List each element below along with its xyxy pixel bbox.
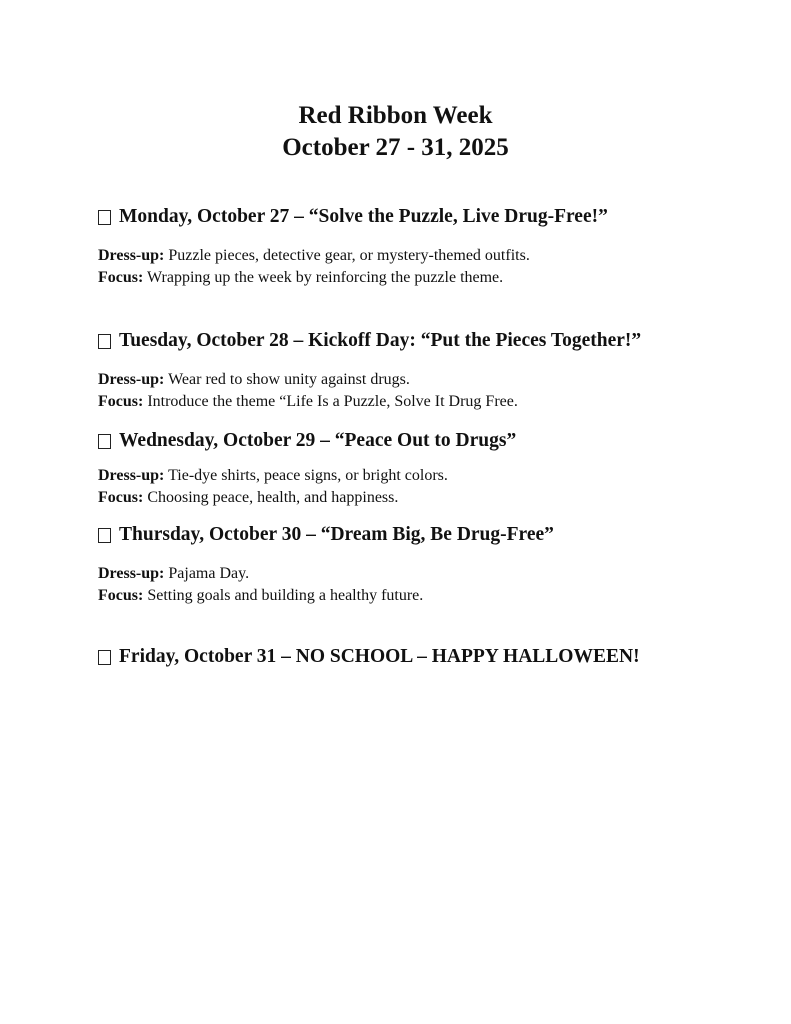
day-section-wednesday [98,429,758,509]
day-details [98,369,758,413]
day-details [98,465,758,509]
day-details [98,245,758,289]
dress-up-text: Tie-dye shirts, peace signs, or bright colors. [168,467,448,484]
day-heading: Friday, October 31 – NO SCHOOL – HAPPY HALLOWEEN! [119,646,640,667]
focus-text: Wrapping up the week by reinforcing the puzzle theme. [147,269,504,286]
day-heading: Wednesday, October 29 – “Peace Out to Drugs” [119,430,517,451]
day-section-friday [98,645,758,669]
title-line-1: Red Ribbon Week [298,102,493,129]
checkbox-icon [98,650,111,665]
dress-up-line [98,465,758,487]
checkbox-icon [98,528,111,543]
dress-up-line [98,245,758,267]
checkbox-icon [98,334,111,349]
day-heading: Monday, October 27 – “Solve the Puzzle, Live Drug-Free!” [119,206,608,227]
dress-up-label: Dress-up: [98,371,165,388]
dress-up-text: Puzzle pieces, detective gear, or mystery-themed outfits. [168,247,530,264]
focus-label: Focus: [98,587,144,604]
dress-up-label: Dress-up: [98,247,165,264]
checkbox-icon [98,210,111,225]
focus-line [98,391,758,413]
day-section-tuesday [98,329,758,413]
dress-up-text: Pajama Day. [168,565,250,582]
day-section-thursday [98,523,758,607]
document-title [0,100,791,164]
focus-line [98,585,758,607]
focus-text: Choosing peace, health, and happiness. [147,489,399,506]
title-line-2: October 27 - 31, 2025 [282,134,509,161]
day-heading: Thursday, October 30 – “Dream Big, Be Drug-Free” [119,524,554,545]
day-section-monday [98,205,758,289]
focus-label: Focus: [98,269,144,286]
dress-up-label: Dress-up: [98,467,165,484]
checkbox-icon [98,434,111,449]
dress-up-line [98,369,758,391]
focus-text: Setting goals and building a healthy future. [147,587,424,604]
focus-line [98,487,758,509]
dress-up-label: Dress-up: [98,565,165,582]
dress-up-line [98,563,758,585]
focus-label: Focus: [98,393,144,410]
day-details [98,563,758,607]
focus-label: Focus: [98,489,144,506]
day-heading: Tuesday, October 28 – Kickoff Day: “Put the Pieces Together!” [119,330,642,351]
dress-up-text: Wear red to show unity against drugs. [168,371,410,388]
focus-line [98,267,758,289]
focus-text: Introduce the theme “Life Is a Puzzle, Solve It Drug Free. [147,393,518,410]
